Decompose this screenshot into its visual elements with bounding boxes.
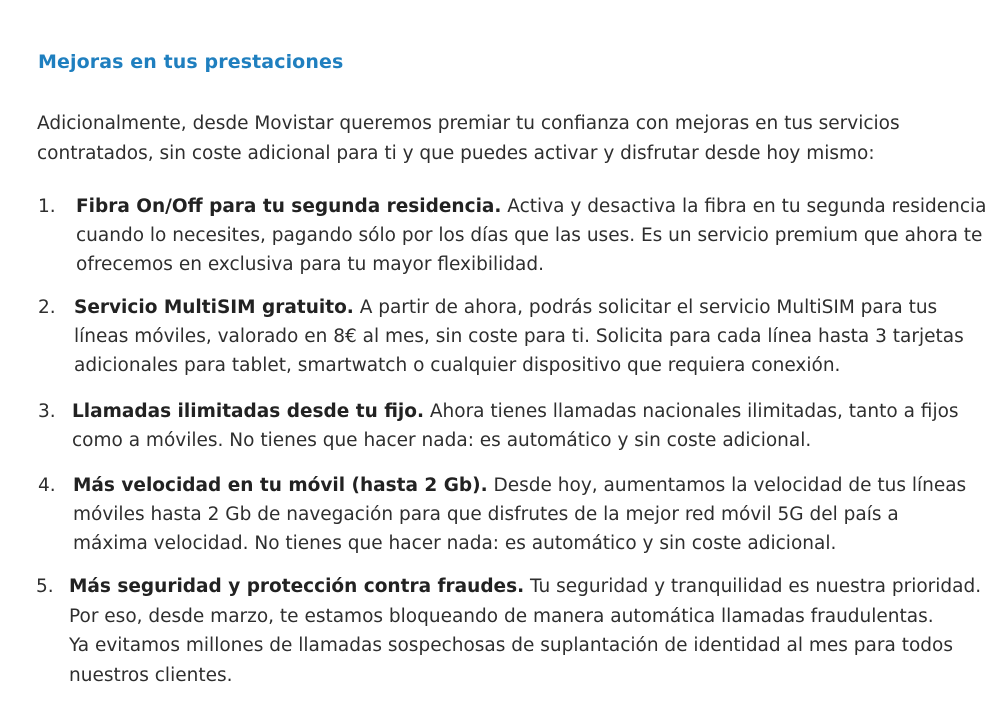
list-item-title: Más velocidad en tu móvil (hasta 2 Gb). (73, 475, 488, 496)
list-item-line: Ya evitamos millones de llamadas sospechosas de suplantación de identidad al mes para todos (69, 635, 953, 656)
list-item-body (74, 293, 999, 380)
intro-line: contratados, sin coste adicional para ti y que puedes activar y disfrutar desde hoy mismo: (37, 143, 875, 164)
list-item-line: adicionales para tablet, smartwatch o cualquier dispositivo que requiera conexión. (74, 355, 841, 376)
list-item-text: Ahora tienes llamadas nacionales ilimitadas, tanto a fijos (423, 401, 959, 422)
list-item-first-line (69, 572, 999, 602)
list-item-line: ofrecemos en exclusiva para tu mayor flexibilidad. (76, 254, 545, 275)
list-item-line: líneas móviles, valorado en 8€ al mes, sin coste para ti. Solicita para cada línea hasta 3 tarjetas (74, 326, 964, 347)
list-item-line: cuando lo necesites, pagando sólo por los días que las uses. Es un servicio premium que ahora te (76, 225, 983, 246)
list-item-line: máxima velocidad. No tienes que hacer nada: es automático y sin coste adicional. (73, 533, 837, 554)
list-item-number: 2. (38, 297, 56, 318)
list-item-text: Tu seguridad y tranquilidad es nuestra prioridad. (524, 576, 982, 597)
list-item-number: 3. (38, 401, 56, 422)
list-item-title: Servicio MultiSIM gratuito. (74, 297, 354, 318)
list-item-number: 5. (36, 576, 54, 597)
list-item-line: nuestros clientes. (69, 664, 233, 686)
list-item-line: como a móviles. No tienes que hacer nada: es automático y sin coste adicional. (72, 430, 812, 451)
list-item-text: Activa y desactiva la fibra en tu segunda residencia (501, 196, 987, 217)
list-item-text: Desde hoy, aumentamos la velocidad de tus líneas (487, 475, 967, 496)
list-item-body (69, 572, 999, 690)
list-item-body (76, 192, 999, 279)
list-item-body (72, 397, 999, 455)
list-item-text: A partir de ahora, podrás solicitar el servicio MultiSIM para tus (353, 297, 938, 318)
list-item-first-line (76, 192, 999, 221)
list-item-number: 1. (38, 196, 56, 217)
list-item-title: Más seguridad y protección contra fraudes. (69, 576, 525, 597)
list-item-title: Llamadas ilimitadas desde tu fijo. (72, 401, 424, 422)
list-item-body (73, 471, 999, 558)
list-item-first-line (74, 293, 999, 322)
list-item-line: móviles hasta 2 Gb de navegación para que disfrutes de la mejor red móvil 5G del país a (73, 504, 899, 525)
list-item-title: Fibra On/Off para tu segunda residencia. (76, 196, 502, 217)
intro-line: Adicionalmente, desde Movistar queremos premiar tu confianza con mejoras en tus servicios (37, 113, 900, 134)
intro-paragraph (37, 109, 967, 169)
list-item-first-line (73, 471, 999, 500)
list-item-line: Por eso, desde marzo, te estamos bloqueando de manera automática llamadas fraudulentas. (69, 605, 934, 627)
list-item-first-line (72, 397, 999, 426)
section-heading: Mejoras en tus prestaciones (38, 51, 344, 73)
list-item-number: 4. (38, 475, 56, 496)
